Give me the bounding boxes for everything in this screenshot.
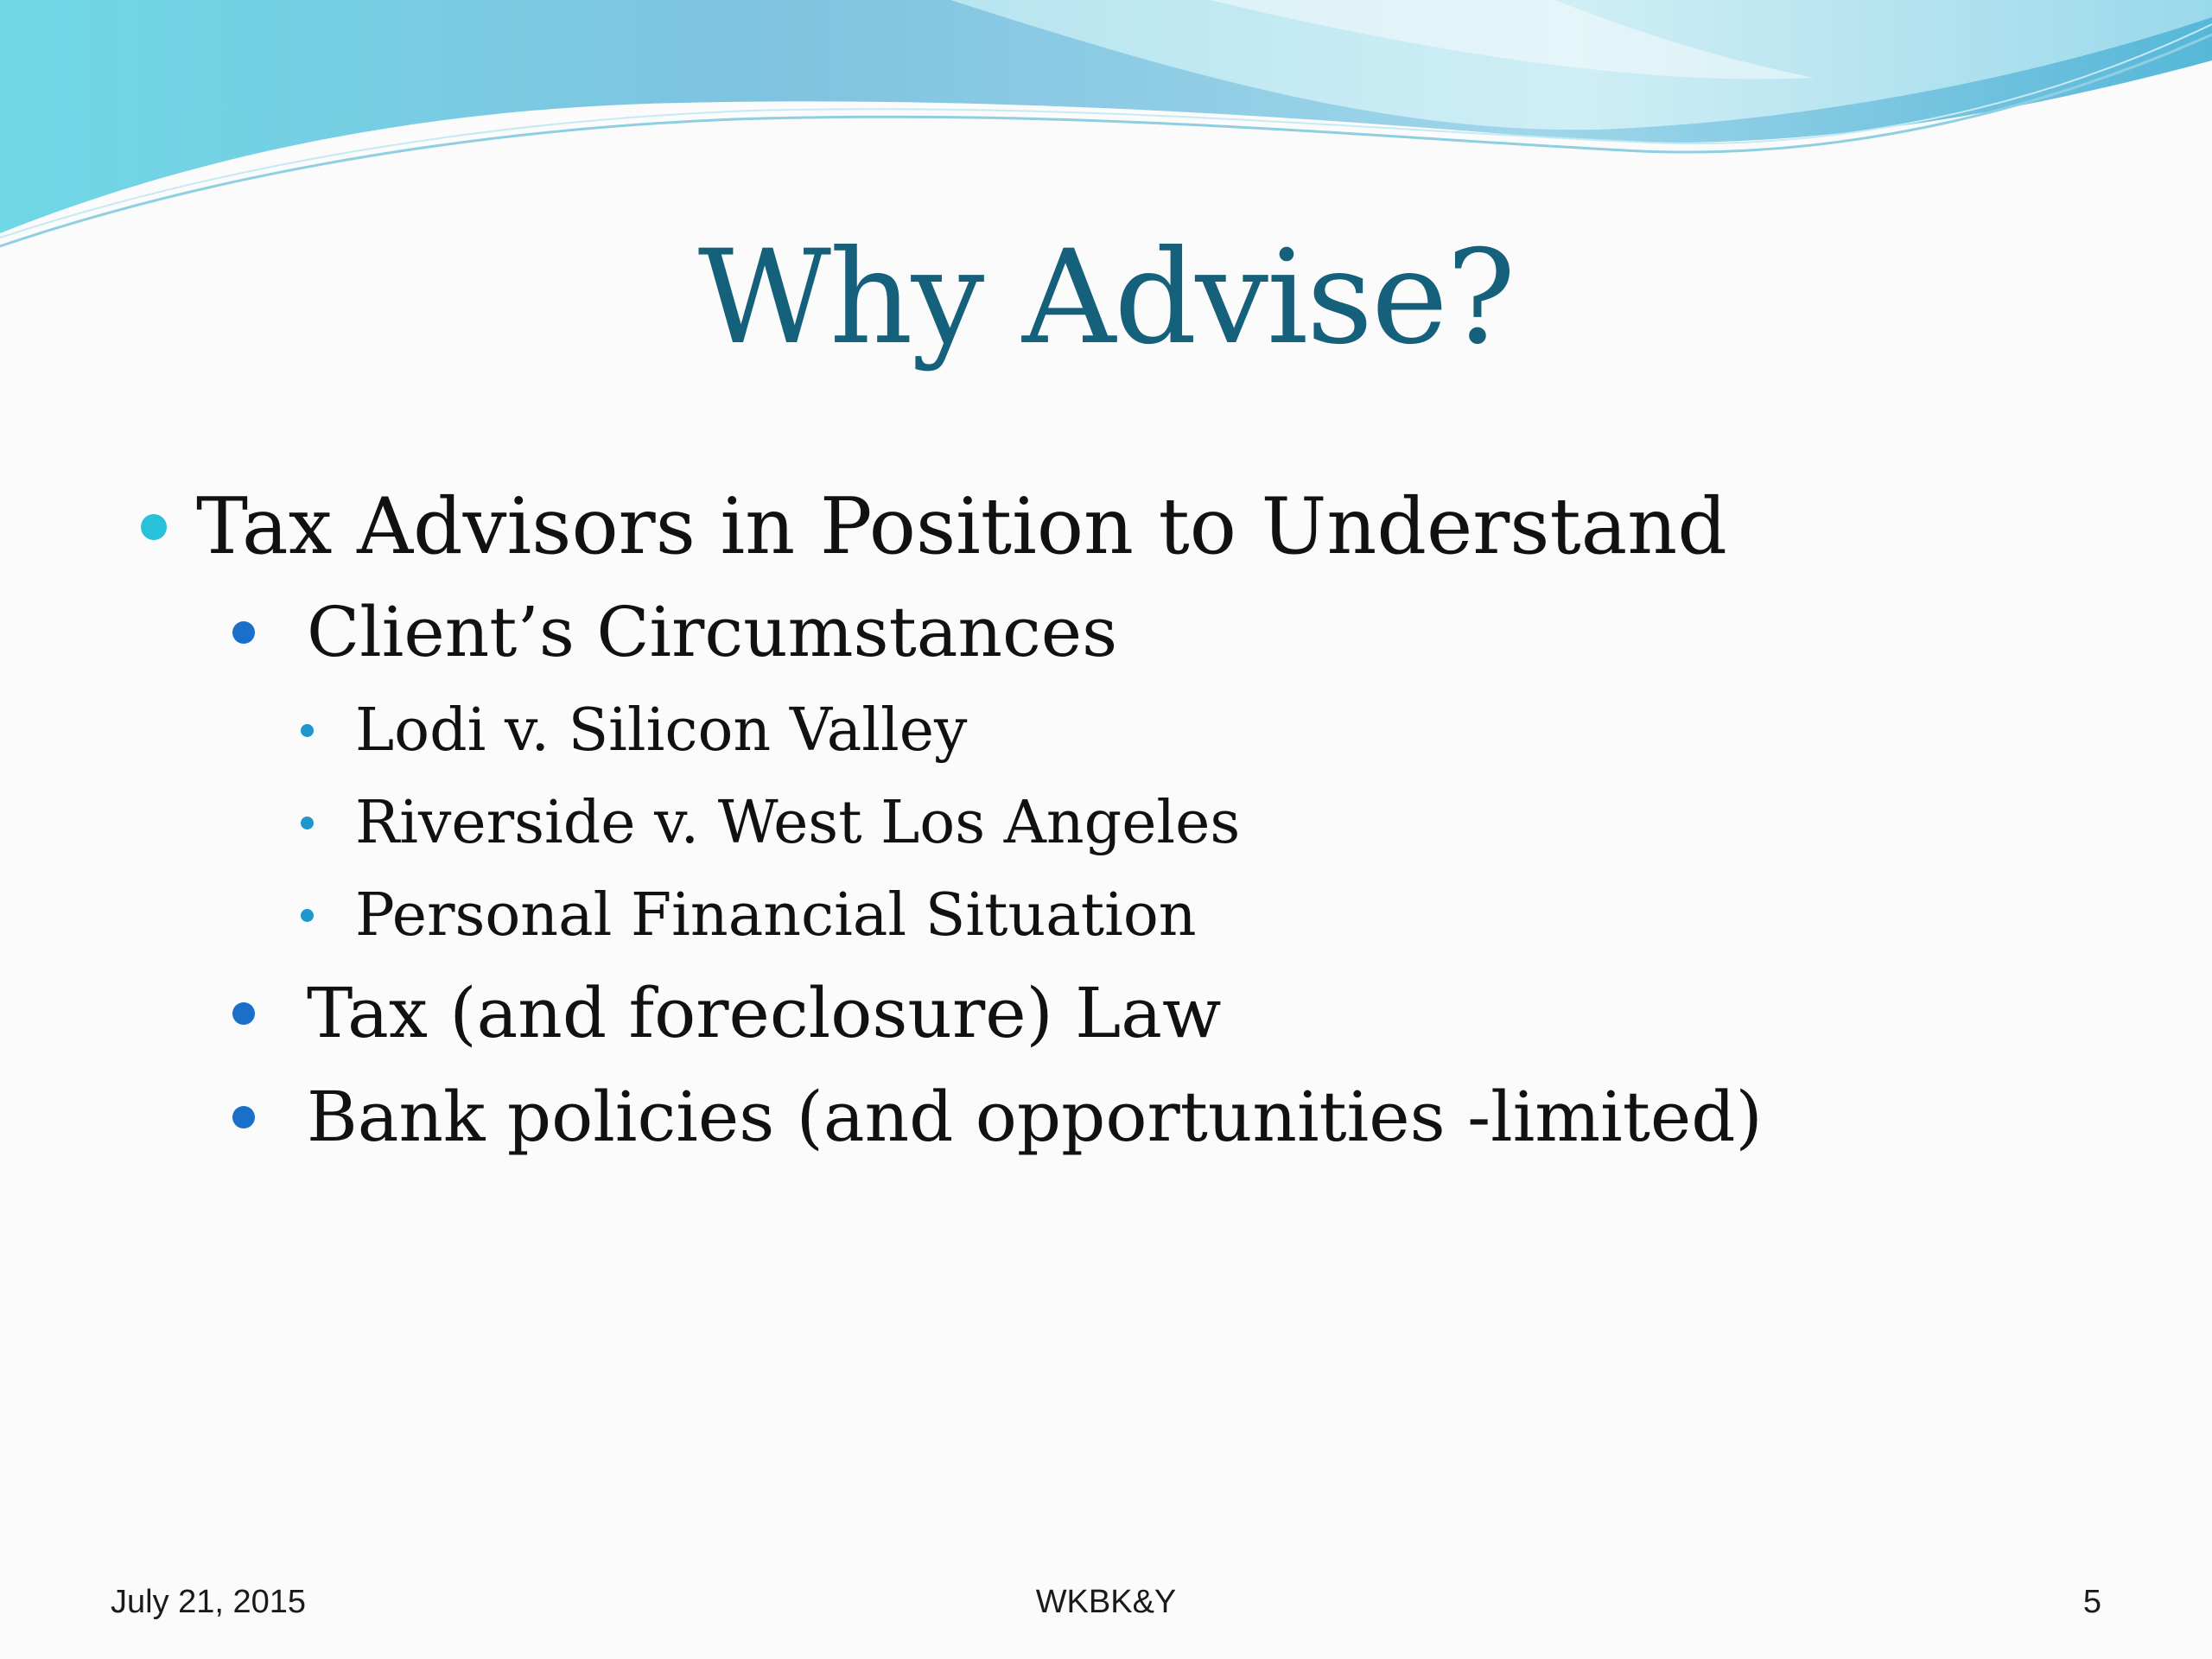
bullet-marker-icon <box>141 514 167 540</box>
bullet-text: Lodi v. Silicon Valley <box>355 696 968 765</box>
bullet-marker-icon <box>232 621 255 644</box>
bullet-marker-icon <box>301 909 314 922</box>
bullet-item-level2 <box>134 581 2078 684</box>
bullet-text: Client’s Circumstances <box>307 592 1118 672</box>
bullet-item-level2 <box>134 962 2078 1065</box>
bullet-item-level3 <box>134 777 2078 869</box>
bullet-text: Bank policies (and opportunities -limited) <box>307 1077 1763 1157</box>
slide-number: 5 <box>2082 1584 2101 1620</box>
footer-date: July 21, 2015 <box>111 1584 307 1620</box>
bullet-text: Riverside v. West Los Angeles <box>355 789 1241 857</box>
bullet-text: Personal Financial Situation <box>355 881 1197 950</box>
bullet-text: Tax Advisors in Position to Understand <box>196 481 1727 572</box>
header-wave-decoration <box>0 0 2212 259</box>
bullet-marker-icon <box>232 1002 255 1025</box>
slide-title: Why Advise? <box>697 223 1515 373</box>
footer-text: WKBK&Y <box>1035 1584 1177 1620</box>
bullet-item-level1 <box>134 474 2078 581</box>
bullet-marker-icon <box>232 1106 255 1128</box>
bullet-text: Tax (and foreclosure) Law <box>307 973 1222 1053</box>
bullet-item-level3 <box>134 869 2078 962</box>
bullet-marker-icon <box>301 817 314 830</box>
bullet-list <box>134 474 2078 1169</box>
bullet-marker-icon <box>301 724 314 737</box>
bullet-item-level3 <box>134 684 2078 777</box>
bullet-item-level2 <box>134 1065 2078 1169</box>
